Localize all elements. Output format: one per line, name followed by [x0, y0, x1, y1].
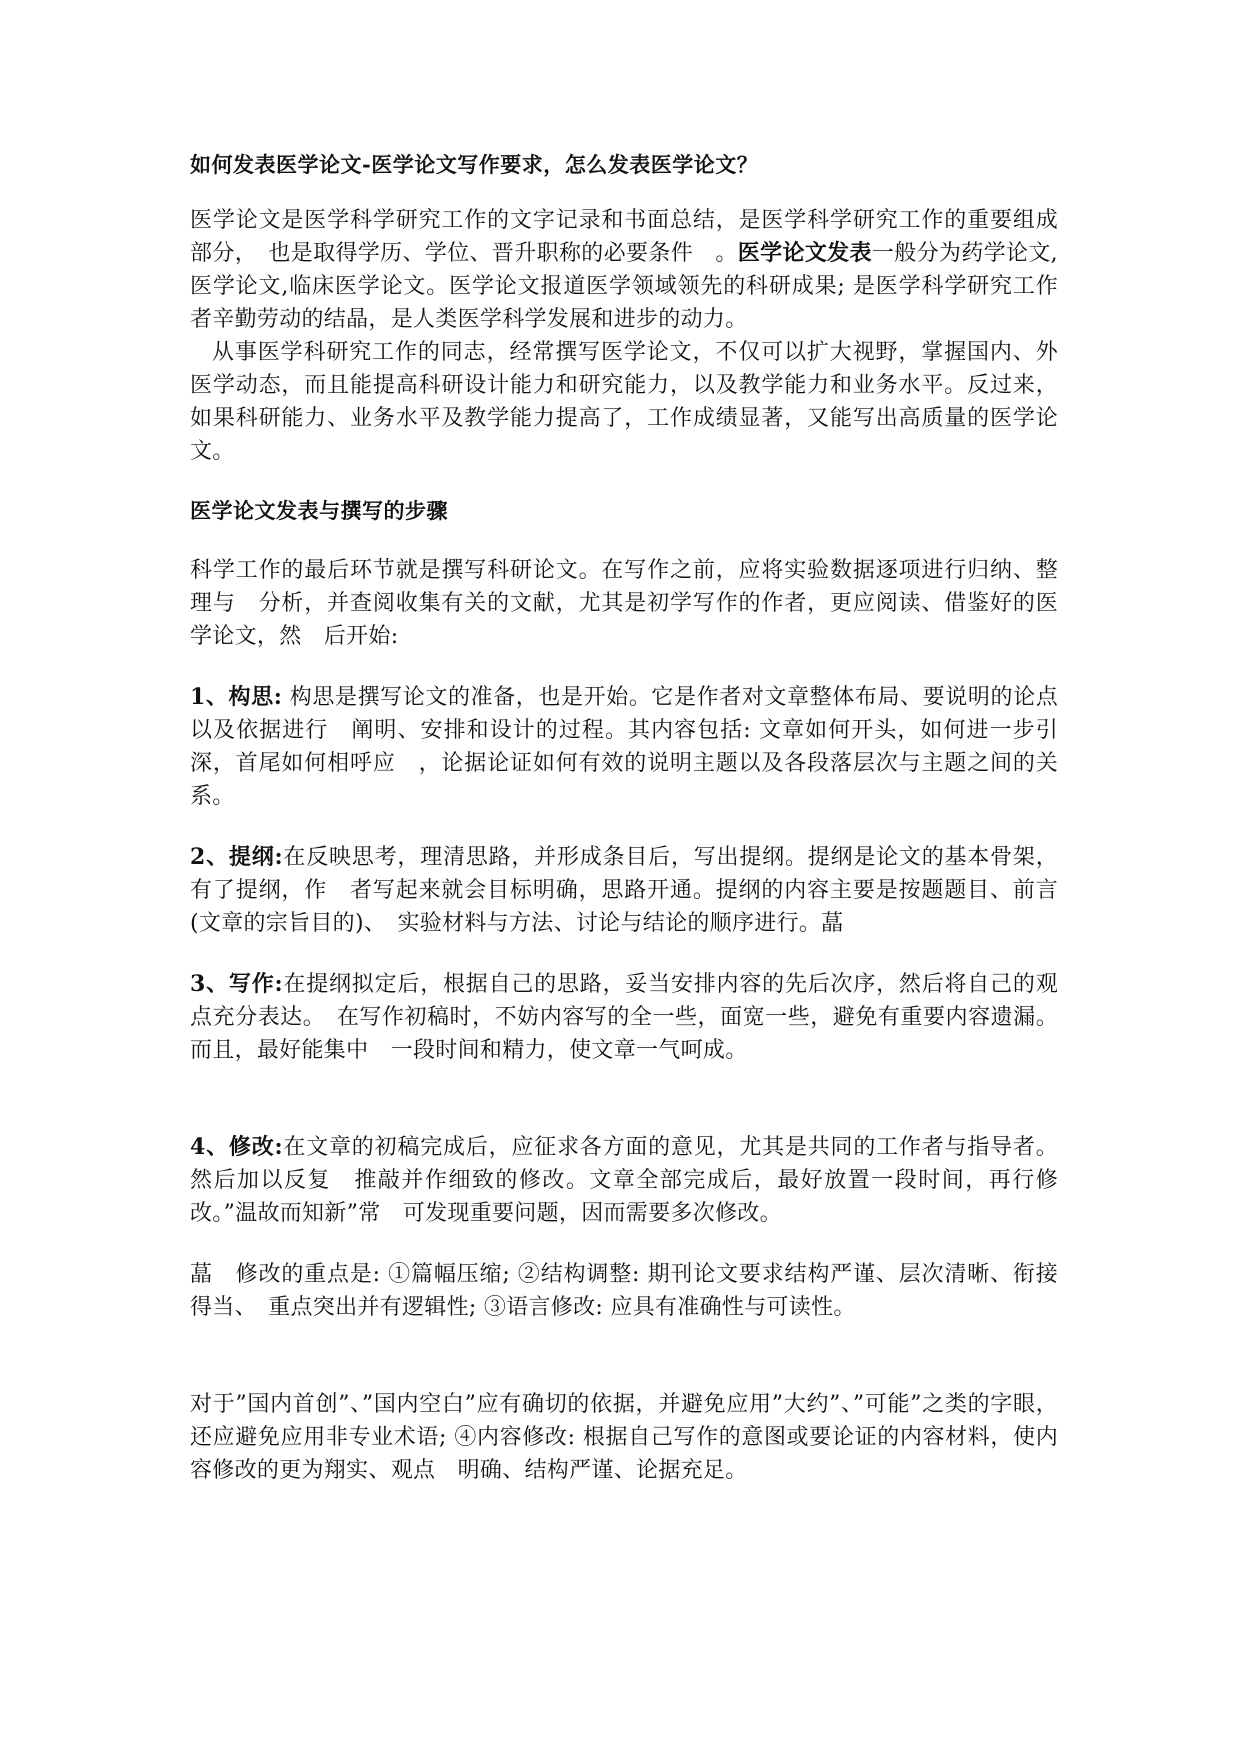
intro-bold-phrase: 医学论文发表 [737, 240, 872, 266]
step-4-text: 在文章的初稿完成后，应征求各方面的意见，尤其是共同的工作者与指导者。然后加以反复 推敲并作细致的修改。文章全部完成后，最好放置一段时间，再行修改。”温故而知新”常 可发现重要问题，因而需要多次修改。 [190, 1135, 1058, 1226]
revision-focus-paragraph: 蕌 修改的重点是: ①篇幅压缩; ②结构调整: 期刊论文要求结构严谨、层次清晰、衔接得当、 重点突出并有逻辑性; ③语言修改: 应具有准确性与可读性。 [190, 1262, 1058, 1320]
step-2-label: 2、提纲: [190, 844, 283, 870]
step-1-paragraph [190, 681, 1058, 813]
step-3-text: 在提纲拟定后，根据自己的思路，妥当安排内容的先后次序，然后将自己的观点充分表达。 在写作初稿时，不妨内容写的全一些，面宽一些，避免有重要内容遗漏。而且，最好能集中 一段时间和精力，使文章一气呵成。 [190, 972, 1058, 1063]
section-heading: 医学论文发表与撰写的步骤 [190, 498, 448, 523]
step-4-paragraph [190, 1131, 1058, 1230]
intro-text-part2: 一般分为药学论文,医学论文,临床医学论文。医学论文报道医学领域领先的科研成果; 是医学科学研究工作者辛勤劳动的结晶，是人类医学科学发展和进步的动力。 [190, 241, 1058, 332]
step-1-label: 1、构思: [190, 684, 283, 710]
document-body [190, 150, 1058, 1487]
step-2-text: 在反映思考，理清思路，并形成条目后，写出提纲。提纲是论文的基本骨架，有了提纲，作 者写起来就会目标明确，思路开通。提纲的内容主要是按题题目、前言(文章的宗旨目的)、 实验材料与方法、讨论与结论的顺序进行。蕌 [190, 845, 1058, 936]
step-3-label: 3、写作: [190, 971, 283, 997]
document-title: 如何发表医学论文-医学论文写作要求，怎么发表医学论文？ [190, 152, 759, 177]
intro-paragraph-2: 从事医学科研究工作的同志，经常撰写医学论文，不仅可以扩大视野，掌握国内、外医学动态，而且能提高科研设计能力和研究能力，以及教学能力和业务水平。反过来，如果科研能力、业务水平及教学能力提高了，工作成绩显著，又能写出高质量的医学论文。 [190, 340, 1058, 464]
closing-paragraph: 对于”国内首创”、”国内空白”应有确切的依据，并避免应用”大约”、”可能”之类的字眼，还应避免应用非专业术语; ④内容修改: 根据自己写作的意图或要论证的内容材料，使内容修改的更为翔实、观点 明确、结构严谨、论据充足。 [190, 1392, 1058, 1483]
step-1-text: 构思是撰写论文的准备，也是开始。它是作者对文章整体布局、要说明的论点以及依据进行 阐明、安排和设计的过程。其内容包括: 文章如何开头，如何进一步引深，首尾如何相呼应 ，论据论证如何有效的说明主题以及各段落层次与主题之间的关系。 [190, 685, 1058, 809]
step-4-label: 4、修改: [190, 1134, 283, 1160]
intro-text-part1: 医学论文是医学科学研究工作的文字记录和书面总结，是医学科学研究工作的重要组成部分， 也是取得学历、学位、晋升职称的必要条件 。 [190, 208, 1058, 266]
step-2-paragraph [190, 841, 1058, 940]
steps-intro-paragraph: 科学工作的最后环节就是撰写科研论文。在写作之前，应将实验数据逐项进行归纳、整理与 分析，并查阅收集有关的文献，尤其是初学写作的作者，更应阅读、借鉴好的医学论文，然 后开始: [190, 558, 1058, 649]
step-3-paragraph [190, 968, 1058, 1067]
intro-paragraph [190, 204, 1058, 336]
